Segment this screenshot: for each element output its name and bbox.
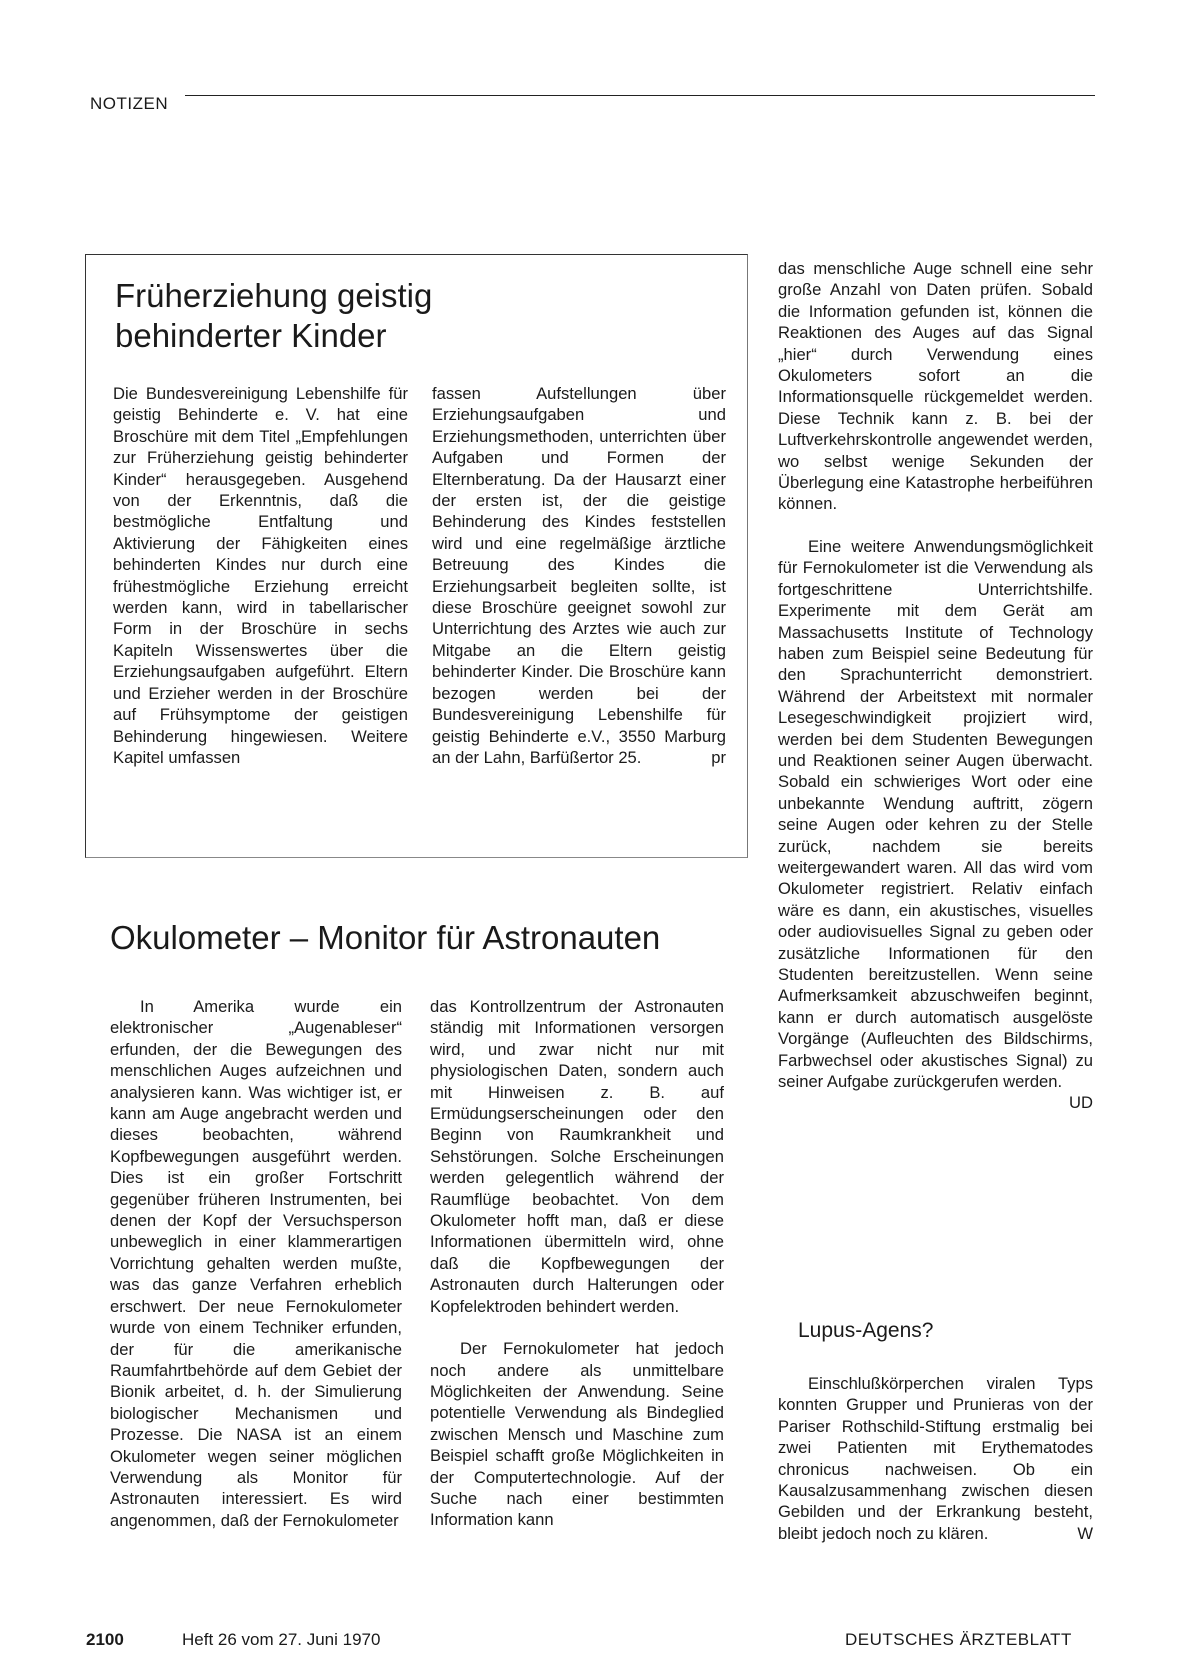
article1-column-1 [113,383,408,768]
article1-col2-text: fassen Aufstellungen über Erziehungsaufgaben und Erziehungsmethoden, unterrichten über Aufgaben und Formen der Elternberatung. Da der Hausarzt einer der ersten ist, der die geistige Behinderung des Kindes feststellen wird und eine regelmäßige ärztliche Betreuung des Kindes die Erziehungsarbeit begleiten sollte, ist diese Broschüre geeignet sowohl zur Unterrichtung des Arztes wie auch zur Mitgabe an die Eltern geistig behinderter Kinder. Die Broschüre kann bezogen werden bei der Bundesvereinigung Lebenshilfe für geistig Behinderte e.V., 3550 Marburg an der Lahn, Barfüßertor 25. [432,384,726,767]
article2-col2-p1: das Kontrollzentrum der Astronauten ständig mit Informationen versorgen wird, und zwar nicht nur mit physiologischen Daten, sondern auch mit Hinweisen z. B. auf Ermüdungserscheinungen oder den Beginn von Raumkrankheit und Sehstörungen. Solche Erscheinungen werden gelegentlich während der Raumflüge beobachtet. Von dem Okulometer hofft man, daß er diese Informationen übermitteln wird, ohne daß die Kopfbewegungen der Astronauten durch Halterungen oder Kopfelektroden behindert werden. [430,997,724,1316]
article3-signature: W [1077,1523,1093,1543]
page-number: 2100 [86,1630,124,1649]
article2-col1-text: In Amerika wurde ein elektronischer „Augenableser“ erfunden, der die Bewegungen des menschlichen Auges aufzeichnen und analysieren kann. Was wichtiger ist, er kann am Auge angebracht werden und dieses beobachten, während Kopfbewegungen ausgeführt werden. Dies ist ein großer Fortschritt gegenüber früheren Instrumenten, bei denen der Kopf der Versuchsperson unbeweglich in einer klammerartigen Vorrichtung gehalten werden mußte, was das ganze Verfahren erheblich erschwert. Der neue Fernokulometer wurde von einem Techniker erfunden, der für die amerikanische Raumfahrtbehörde auf dem Gebiet der Bionik arbeitet, d. h. der Simulierung biologischer Mechanismen und Prozesse. Die NASA ist an einem Okulometer wegen seiner möglichen Verwendung als Monitor für Astronauten interessiert. Es wird angenommen, daß der Fernokulometer [110,997,402,1530]
article2-col3-p2-text: Eine weitere Anwendungsmöglichkeit für Fernokulometer ist die Verwendung als fortgeschrittene Unterrichtshilfe. Experimente mit dem Gerät am Massachusetts Institute of Technology haben zum Beispiel seine Bedeutung für den Sprachunterricht demonstriert. Während der Arbeitstext mit normaler Lesegeschwindigkeit projiziert wird, werden bei dem Studenten Bewegungen und Reaktionen seiner Augen überwacht. Sobald ein schwieriges Wort oder eine unbekannte Wendung auftritt, zögern seine Augen oder kehren zu der Stelle zurück, nachdem sie bereits weitergewandert waren. All das wird vom Okulometer registriert. Relativ einfach wäre es dann, ein akustisches, visuelles oder audiovisuelles Signal zu geben oder zusätzliche Informationen für den Studenten bereitzustellen. Wenn seine Aufmerksamkeit abzuschweifen beginnt, kann er durch automatisch ausgelöste Vorgänge (Aufleuchten des Bildschirms, Farbwechsel oder akustisches Signal) zu seiner Aufgabe zurückgerufen werden. [778,536,1093,1092]
publication-name: DEUTSCHES ÄRZTEBLATT [845,1630,1072,1649]
issue-info: Heft 26 vom 27. Juni 1970 [182,1630,381,1649]
article1-title-line2: behinderter Kinder [115,317,387,354]
article1-signature: pr [711,747,726,767]
article2-column-2 [430,996,724,1531]
section-label: NOTIZEN [90,94,169,113]
article3-column [778,1373,1093,1544]
article2-column-1 [110,996,402,1531]
article2-column-3 [778,258,1093,1114]
article3-title-block [798,1318,1078,1344]
header-rule [185,95,1095,96]
article2-col3-p2 [778,536,1093,1113]
article1-column-2 [432,383,726,768]
article3-title: Lupus-Agens? [798,1319,934,1342]
article2-title-block [110,918,750,958]
article3-text: Einschlußkörperchen viralen Typs konnten Grupper und Prunieras von der Pariser Rothschild-Stiftung erstmalig bei zwei Patienten mit Erythematodes chronicus nachweisen. Ob ein Kausalzusammenhang zwischen diesen Gebilden und der Erkrankung besteht, bleibt jedoch noch zu klären. [778,1374,1093,1543]
article1-title-line1: Früherziehung geistig [115,277,433,314]
article2-col3-p1: das menschliche Auge schnell eine sehr große Anzahl von Daten prüfen. Sobald die Information gefunden ist, können die Reaktionen des Auges auf das Signal „hier“ durch Verwendung eines Okulometers sofort an die Informationsquelle rückgemeldet werden. Diese Technik kann z. B. bei der Luftverkehrskontrolle angewendet werden, wo selbst wenige Sekunden der Überlegung eine Katastrophe herbeiführen können. [778,259,1093,514]
article2-col2-p2: Der Fernokulometer hat jedoch noch andere als unmittelbare Möglichkeiten der Anwendung. Seine potentielle Verwendung als Bindeglied zwischen Mensch und Maschine zum Beispiel schafft große Möglichkeiten in der Computertechnologie. Auf der Suche nach einer bestimmten Information kann [430,1339,724,1530]
article2-title: Okulometer – Monitor für Astronauten [110,919,661,956]
article1-col1-text: Die Bundesvereinigung Lebenshilfe für geistig Behinderte e. V. hat eine Broschüre mit dem Titel „Empfehlungen zur Früherziehung geistig behinderter Kinder“ herausgegeben. Ausgehend von der Erkenntnis, daß die bestmögliche Entfaltung und Aktivierung der Fähigkeiten eines behinderten Kindes nur durch eine frühestmögliche Erziehung erreicht werden kann, wird in tabellarischer Form in der Broschüre in sechs Kapiteln Wissenswertes über die Erziehungsaufgaben aufgeführt. Eltern und Erzieher werden in der Broschüre auf Frühsymptome der geistigen Behinderung hingewiesen. Weitere Kapitel umfassen [113,384,408,767]
article2-signature: UD [1069,1093,1093,1113]
article1-title [115,276,675,356]
